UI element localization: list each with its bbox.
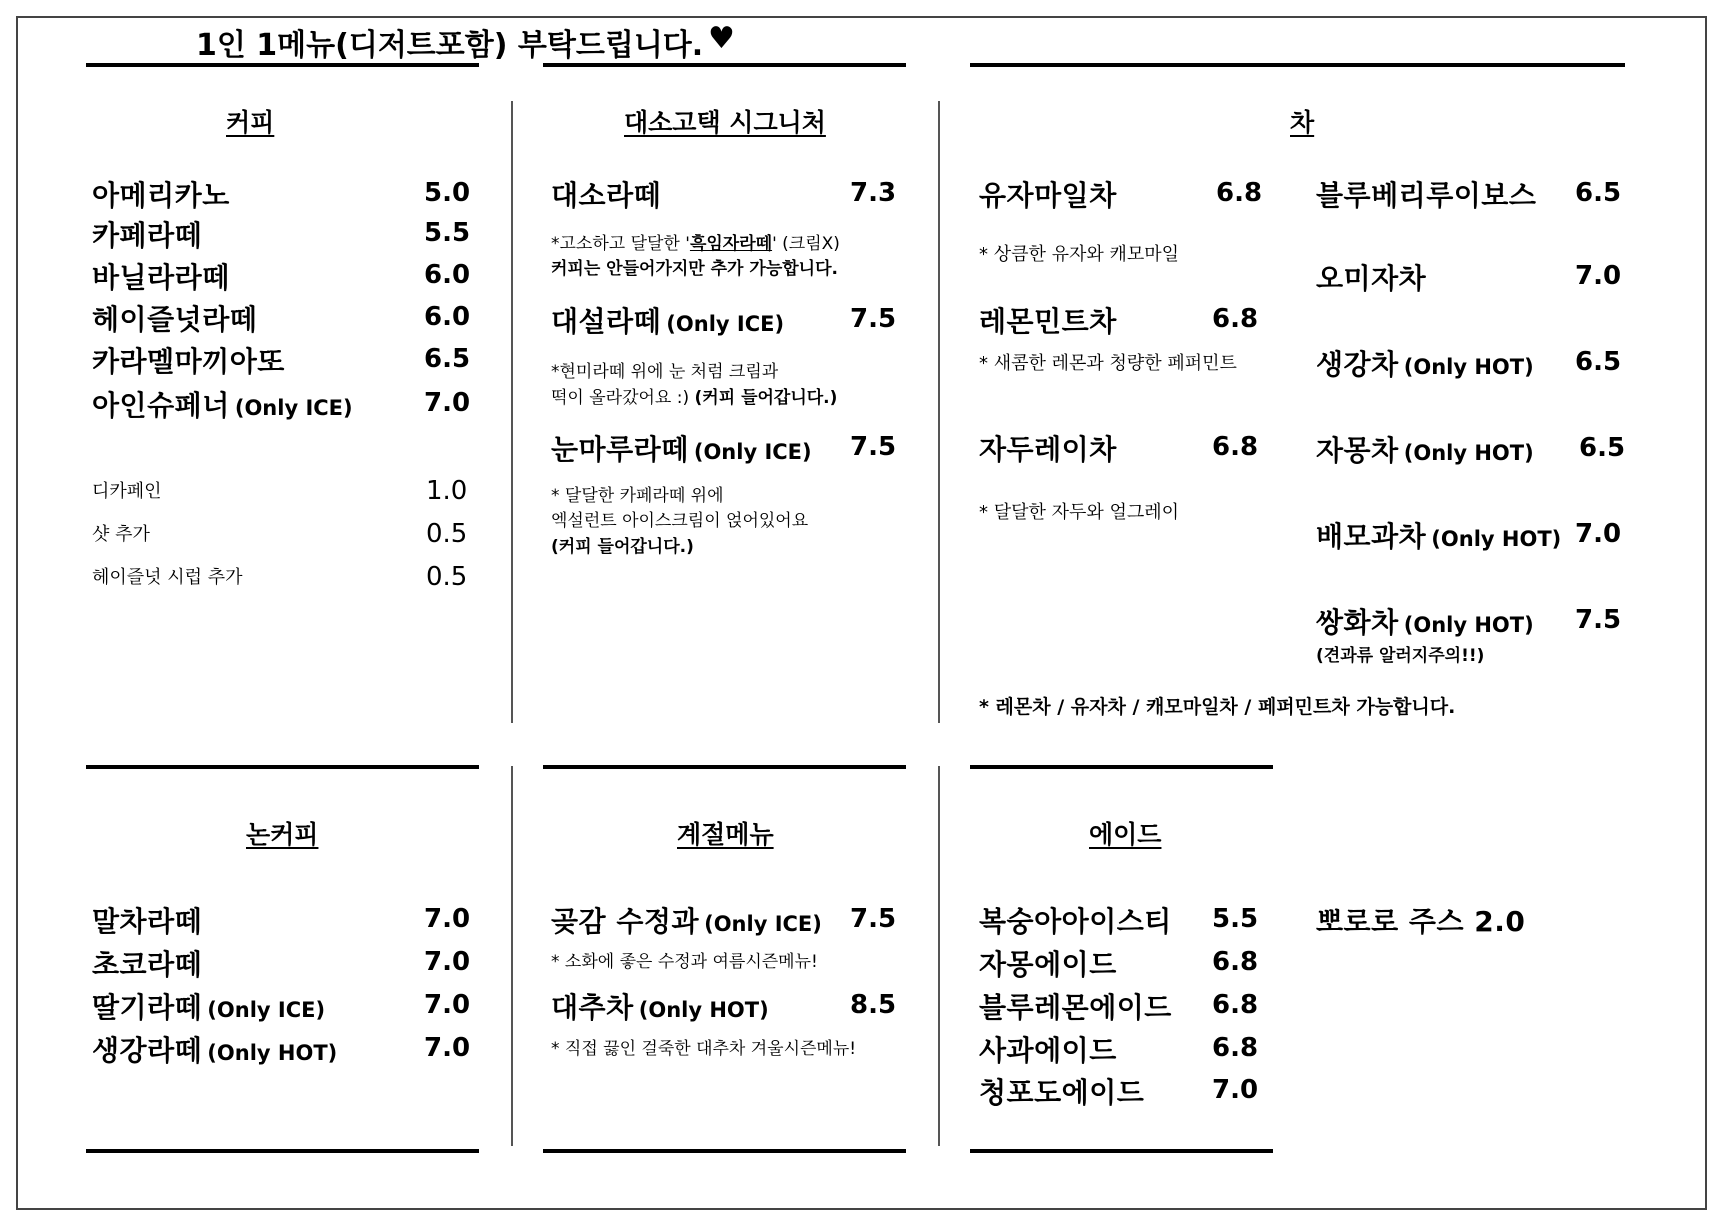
menu-item-tag: (Only ICE)	[666, 312, 785, 336]
tea-footer-note: * 레몬차 / 유자차 / 캐모마일차 / 페퍼민트차 가능합니다.	[979, 696, 1456, 718]
menu-item-name: 헤이즐넛라떼	[92, 303, 258, 336]
item-note: * 달달한 자두와 얼그레이	[979, 502, 1180, 523]
menu-item-price: 7.5	[1575, 605, 1622, 635]
item-note: *현미라떼 위에 눈 처럼 크림과	[551, 362, 779, 382]
item-note: * 소화에 좋은 수정과 여름시즌메뉴!	[551, 952, 818, 972]
menu-item-name: 쌍화차	[1316, 606, 1399, 639]
menu-item-name: 아메리카노	[92, 179, 230, 212]
item-note	[551, 383, 837, 408]
pororo-juice-item: 뽀로로 주스 2.0	[1316, 905, 1526, 938]
menu-item-price: 7.3	[850, 178, 897, 208]
menu-item-price: 6.0	[424, 302, 471, 332]
section-heading-noncoffee: 논커피	[246, 820, 319, 849]
note-text: ' (크림X)	[772, 234, 840, 254]
menu-item-name: 복숭아아이스티	[979, 905, 1172, 938]
menu-item	[551, 428, 812, 468]
vdivider-1-top	[511, 101, 513, 723]
menu-item-price: 7.0	[424, 904, 471, 934]
item-note: (커피 들어갑니다.)	[551, 537, 694, 557]
menu-item-price: 6.8	[1212, 304, 1259, 334]
menu-item-price: 7.0	[424, 990, 471, 1020]
extra-price: 0.5	[426, 562, 468, 592]
extra-name: 디카페인	[92, 481, 162, 502]
menu-item-name: 자몽에이드	[979, 948, 1117, 981]
menu-item-tag: (Only HOT)	[1403, 441, 1534, 465]
note-text: (커피 들어갑니다.)	[694, 388, 838, 408]
menu-item-name: 카페라떼	[92, 219, 203, 252]
menu-item-price: 7.0	[1575, 261, 1622, 291]
vdivider-1-bottom	[511, 766, 513, 1146]
menu-item-tag: (Only HOT)	[1431, 527, 1562, 551]
divider-bottom-noncoffee	[86, 1149, 479, 1153]
vdivider-2-bottom	[938, 766, 940, 1146]
menu-item-name: 블루베리루이보스	[1316, 179, 1537, 212]
menu-item-price: 7.0	[1212, 1075, 1259, 1105]
menu-item-price: 6.5	[1575, 347, 1622, 377]
menu-item-name: 아인슈페너	[92, 389, 230, 422]
banner-text: 1인 1메뉴(디저트포함) 부탁드립니다.	[196, 28, 704, 63]
menu-item-price: 8.5	[850, 990, 897, 1020]
menu-item-name: 말차라떼	[92, 905, 203, 938]
menu-item-name: 딸기라떼	[92, 991, 203, 1024]
menu-item-price: 6.8	[1212, 432, 1259, 462]
menu-item	[92, 986, 325, 1026]
item-note: 커피는 안들어가지만 추가 가능합니다.	[551, 259, 838, 279]
menu-item-tag: (Only HOT)	[638, 998, 769, 1022]
menu-item-name: 대설라떼	[551, 305, 662, 338]
menu-item-name: 배모과차	[1316, 520, 1427, 553]
menu-item-price: 5.5	[1212, 904, 1259, 934]
menu-item-price: 7.0	[424, 947, 471, 977]
menu-item-price: 7.5	[850, 304, 897, 334]
menu-item-price: 7.0	[424, 388, 471, 418]
item-note	[551, 229, 840, 254]
menu-item	[1316, 515, 1561, 555]
menu-item	[1316, 601, 1534, 641]
menu-item-name: 카라멜마끼아또	[92, 345, 285, 378]
menu-item-price: 6.0	[424, 260, 471, 290]
menu-item-tag: (Only ICE)	[234, 396, 353, 420]
menu-item	[551, 900, 822, 940]
divider-mid-noncoffee	[86, 765, 479, 769]
menu-item-name: 눈마루라떼	[551, 433, 689, 466]
menu-item-name: 블루레몬에이드	[979, 991, 1172, 1024]
menu-item-price: 6.8	[1216, 178, 1263, 208]
extra-name: 헤이즐넛 시럽 추가	[92, 567, 243, 588]
item-note: * 상큼한 유자와 캐모마일	[979, 244, 1180, 265]
menu-item	[1316, 343, 1534, 383]
menu-item-price: 6.5	[424, 344, 471, 374]
item-note: 엑설런트 아이스크림이 얹어있어요	[551, 511, 809, 531]
menu-item	[551, 986, 769, 1026]
menu-item-price: 6.8	[1212, 1033, 1259, 1063]
section-heading-signature: 대소고택 시그니처	[624, 108, 826, 137]
menu-item-price: 5.5	[424, 218, 471, 248]
menu-item-tag: (Only ICE)	[704, 912, 822, 936]
note-text: 떡이 올라갔어요 :)	[551, 388, 695, 408]
item-note: * 직접 끓인 걸죽한 대추차 겨울시즌메뉴!	[551, 1039, 857, 1059]
menu-item-price: 6.5	[1575, 178, 1622, 208]
section-heading-ade: 에이드	[1089, 820, 1162, 849]
menu-item	[551, 300, 784, 340]
extra-price: 0.5	[426, 519, 468, 549]
menu-item-price: 7.0	[424, 1033, 471, 1063]
menu-item	[1316, 429, 1534, 469]
heart-icon: ♥	[708, 21, 735, 56]
item-note: * 달달한 카페라떼 위에	[551, 486, 724, 506]
vdivider-2-top	[938, 101, 940, 723]
divider-top-tea	[970, 63, 1625, 67]
divider-mid-ade	[970, 765, 1273, 769]
menu-item-name: 곶감 수정과	[551, 905, 699, 938]
extra-name: 샷 추가	[92, 524, 150, 545]
menu-item-name: 자몽차	[1316, 434, 1399, 467]
menu-item-name: 생강라떼	[92, 1034, 203, 1067]
section-heading-tea: 차	[1290, 108, 1315, 137]
menu-item-name: 초코라떼	[92, 948, 203, 981]
menu-item-name: 생강차	[1316, 348, 1399, 381]
item-note: * 새콤한 레몬과 청량한 페퍼민트	[979, 353, 1237, 374]
section-heading-coffee: 커피	[226, 108, 275, 137]
menu-item-price: 6.5	[1579, 433, 1626, 463]
menu-item-tag: (Only ICE)	[693, 440, 812, 464]
menu-item-name: 레몬민트차	[979, 305, 1117, 338]
menu-item-price: 7.0	[1575, 519, 1622, 549]
menu-item-tag: (Only HOT)	[1403, 355, 1534, 379]
menu-item-price: 7.5	[850, 432, 897, 462]
menu-item-name: 자두레이차	[979, 433, 1117, 466]
divider-mid-seasonal	[543, 765, 906, 769]
allergy-note: (견과류 알러지주의!!)	[1316, 646, 1485, 666]
menu-item-price: 7.5	[850, 904, 897, 934]
menu-item-name: 대소라떼	[551, 179, 662, 212]
menu-item-price: 6.8	[1212, 947, 1259, 977]
divider-bottom-ade	[970, 1149, 1273, 1153]
menu-item-tag: (Only ICE)	[207, 998, 326, 1022]
menu-item-price: 5.0	[424, 178, 471, 208]
menu-item-name: 바닐라라떼	[92, 261, 230, 294]
section-heading-seasonal: 계절메뉴	[677, 820, 774, 849]
menu-item-name: 오미자차	[1316, 262, 1427, 295]
note-text: *고소하고 달달한 '	[551, 234, 690, 254]
menu-item-name: 유자마일차	[979, 179, 1117, 212]
menu-item-name: 사과에이드	[979, 1034, 1117, 1067]
menu-item	[92, 384, 353, 424]
menu-item-name: 청포도에이드	[979, 1076, 1145, 1109]
menu-item-name: 대추차	[551, 991, 634, 1024]
menu-item	[92, 1029, 337, 1069]
note-highlight: 흑임자라떼	[689, 234, 773, 254]
divider-bottom-seasonal	[543, 1149, 906, 1153]
menu-item-tag: (Only HOT)	[1403, 613, 1534, 637]
extra-price: 1.0	[426, 476, 468, 506]
menu-item-tag: (Only HOT)	[207, 1041, 338, 1065]
menu-item-price: 6.8	[1212, 990, 1259, 1020]
